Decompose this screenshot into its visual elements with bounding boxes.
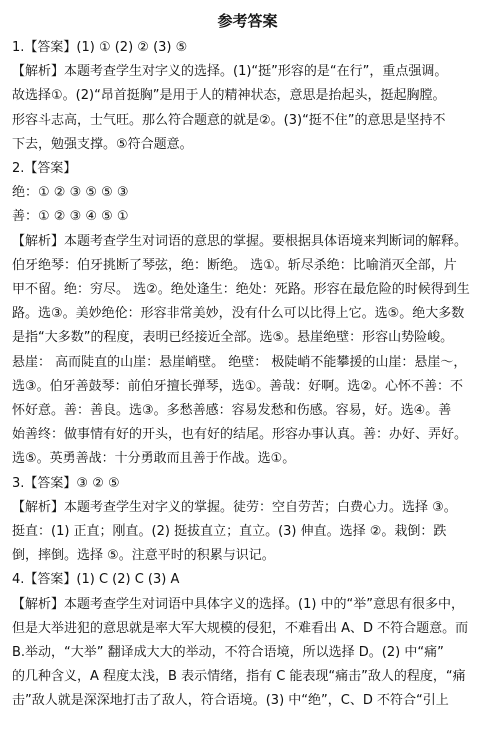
text-line: 伯牙绝琴：伯牙挑断了琴弦，绝：断绝。 选①。斩尽杀绝：比喻消灭全部，片 — [12, 257, 457, 273]
text-line: B.举动，“大举” 翻译成大大的举动，不符合语境，所以选择 D。(2) 中“痛” — [12, 645, 444, 661]
text-line: 【解析】本题考查学生对字义的掌握。徒劳：空自劳苦；白费心力。选择 ③。 — [12, 499, 457, 515]
text-line: 路。选③。美妙绝伦：形容非常美妙，没有什么可以比得上它。选⑤。绝大多数 — [12, 306, 465, 322]
text-line: 的几种含义，A 程度太浅，B 表示情绪，指有 C 能表现“痛击”敌人的程度，“痛 — [12, 669, 466, 685]
text-line: 选⑤。英勇善战：十分勇敢而且善于作战。选①。 — [12, 451, 296, 467]
text-line: 始善终：做事情有好的开头，也有好的结尾。形容办事认真。善：办好、弄好。 — [12, 427, 468, 443]
text-line: 故选择①。(2)“昂首挺胸”是用于人的精神状态，意思是抬起头，挺起胸膛。 — [12, 88, 446, 104]
text-line: 善：① ② ③ ④ ⑤ ① — [12, 209, 129, 225]
text-line: 4.【答案】(1) C (2) C (3) A — [12, 572, 180, 588]
text-line: 但是大举进犯的意思就是率大军大规模的侵犯，不难看出 A、D 不符合题意。而 — [12, 620, 469, 636]
text-line: 【解析】本题考查学生对词语的意思的掌握。要根据具体语境来判断词的解释。 — [12, 233, 468, 249]
text-line: 【解析】本题考查学生对词语中具体字义的选择。(1) 中的“举”意思有很多中， — [12, 596, 465, 612]
text-line: 击”敌人就是深深地打击了敌人，符合语境。(3) 中“绝”，C、D 不符合“引上 — [12, 693, 449, 709]
text-line: 倒，摔倒。选择 ⑤。注意平时的积累与识记。 — [12, 548, 275, 564]
answer-content — [12, 36, 483, 714]
text-line: 挺直：(1) 正直；刚直。(2) 挺拔直立；直立。(3) 伸直。选择 ②。栽倒：跌 — [12, 524, 447, 540]
text-line: 是指“大多数”的程度，表明已经接近全部。选⑤。悬崖绝壁：形容山势险峻。 — [12, 330, 454, 346]
text-line: 【解析】本题考查学生对字义的选择。(1)“挺”形容的是“在行”，重点强调。 — [12, 64, 448, 80]
page-title: 参考答案 — [217, 12, 278, 30]
text-line: 绝：① ② ③ ⑤ ⑤ ③ — [12, 185, 129, 201]
text-line: 3.【答案】③ ② ⑤ — [12, 475, 120, 491]
text-line: 形容斗志高，士气旺。那么符合题意的就是②。(3)“挺不住”的意思是坚持不 — [12, 112, 446, 128]
text-line: 1.【答案】(1) ① (2) ② (3) ⑤ — [12, 40, 188, 55]
text-line: 下去，勉强支撑。⑤符合题意。 — [12, 136, 193, 152]
text-line: 选③。伯牙善鼓琴：前伯牙擅长弹琴，选①。善哉：好啊。选②。心怀不善：不 — [12, 378, 463, 394]
text-line: 甲不留。绝：穷尽。 选②。绝处逢生：绝处：死路。形容在最危险的时候得到生 — [12, 282, 470, 298]
text-line: 悬崖： 高而陡直的山崖：悬崖峭壁。 绝壁： 极陡峭不能攀援的山崖：悬崖～， — [12, 354, 467, 370]
text-line: 2.【答案】 — [12, 161, 77, 177]
text-line: 怀好意。善：善良。选③。多愁善感：容易发愁和伤感。容易，好。选④。善 — [12, 403, 452, 419]
